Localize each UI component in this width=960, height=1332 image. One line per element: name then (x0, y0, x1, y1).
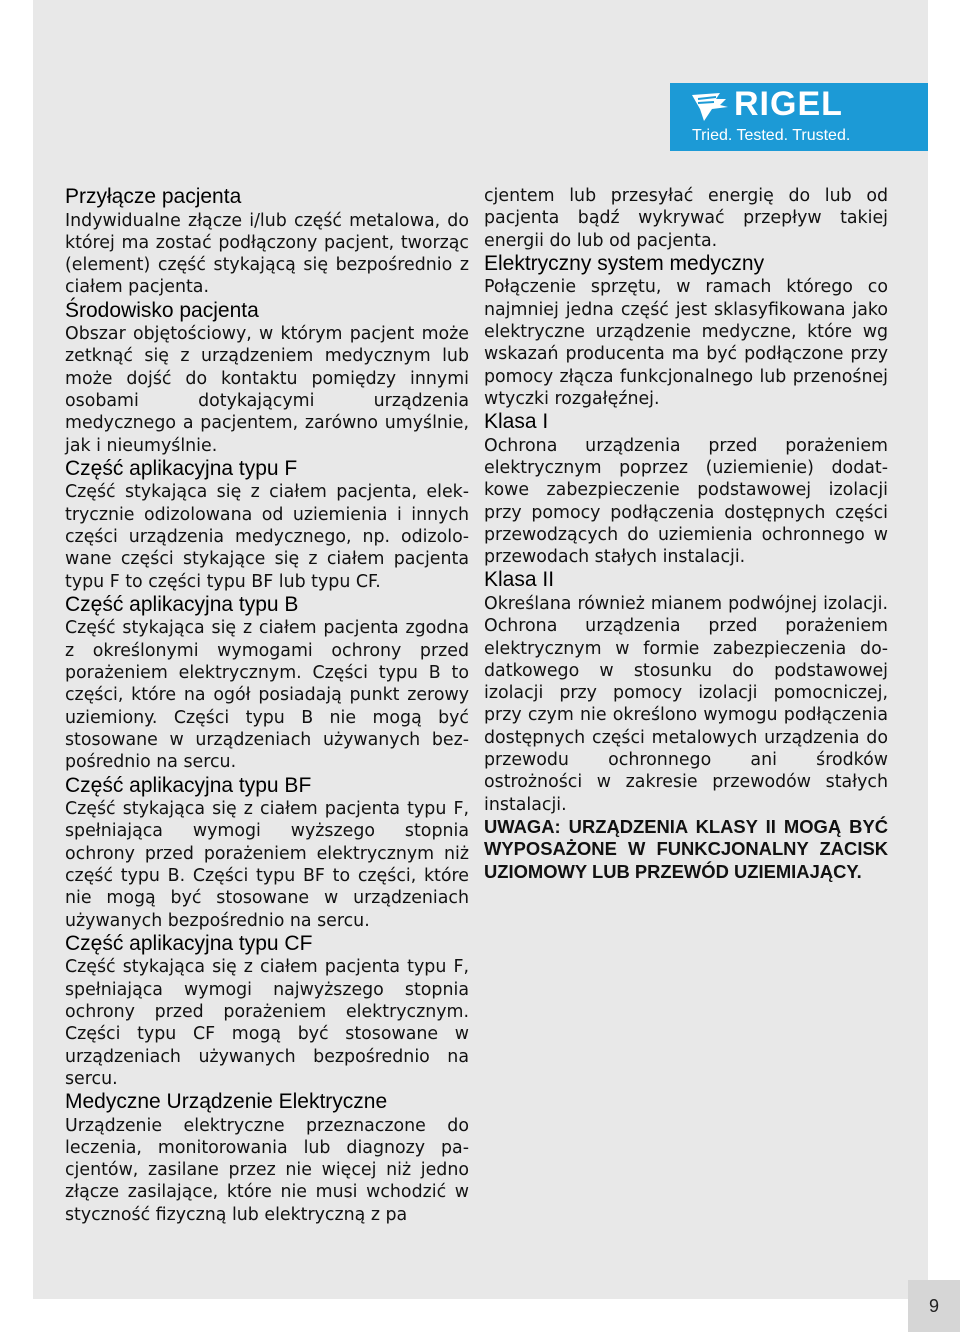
logo-wordmark: RIGEL (734, 85, 843, 123)
section-text: Określana również mianem podwójnej izolacji. Ochrona urządzenia przed porażeniem elektrycznym w formie zabezpieczenia dodatkowego w stosunku do podstawowej izolacji przy pomocy izolacji pomocniczej, przy czym nie określono wymogu podłączenia dostępnych części metalowych urządzenia do przewodu ochronnego ani środków ostrożności w zakresie przewodów stałych instalacji. (484, 593, 888, 815)
left-column (65, 185, 469, 1226)
section-heading: Część aplikacyjna typu CF (65, 931, 313, 955)
bird-flag-icon (690, 91, 730, 129)
section-heading: Przyłącze pacjenta (65, 185, 242, 208)
section-heading: Elektryczny system medyczny (484, 251, 765, 275)
warning-note: UWAGA: URZĄDZENIA KLASY II MOGĄ BYĆ WYPOSAŻONE W FUNKCJONALNY ZACISK UZIOMOWY LUB PRZEWÓD UZIEMIAJĄCY. (484, 815, 888, 882)
section-text: Połączenie sprzętu, w ramach którego co najmniej jedna część jest sklasyfikowana jako elektryczne urządzenie medyczne, które wg wskazań producenta ma być podłączone przy pomocy złącza funkcjonalnego lub przenośnej wtyczki rozgałęźnej. (484, 277, 888, 409)
right-column (484, 185, 888, 883)
section-text: Część stykająca się z ciałem pacjenta, elektrycznie odizolowana od uziemienia i innych części urządzenia medycznego, np. odizolowane części stykające się z ciałem pacjenta typu F to części typu BF lub typu CF. (65, 482, 469, 592)
page-number: 9 (908, 1280, 960, 1332)
section-heading: Medyczne Urządzenie Elektryczne (65, 1090, 388, 1114)
section-text: Indywidualne złącze i/lub część metalowa, do której ma zostać podłączony pacjent, tworząc (element) część stykającą się bezpośrednio z ciałem pacjenta. (65, 210, 469, 298)
section-heading: Część aplikacyjna typu BF (65, 773, 312, 797)
continued-text: cjentem lub przesyłać energię do lub od pacjenta bądź wykrywać przepływ takiej energii do lub od pacjenta. (484, 186, 888, 251)
section-text: Część stykająca się z ciałem pacjenta typu F, spełniająca wymogi najwyższego stopnia ochrony przed porażeniem elektrycznym. Części typu CF mogą być stosowane w urządzeniach używanych bezpośrednio na sercu. (65, 957, 469, 1089)
section-text: Obszar objętościowy, w którym pacjent może zetknąć się z urządzeniem medycznym lub może dojść do kontaktu pomiędzy innymi osobami dotykającymi urządzenia medycznego a pacjentem, zarówno umyślnie, jak i nieumyślnie. (65, 324, 469, 456)
section-heading: Klasa I (484, 410, 549, 434)
section-text: Część stykająca się z ciałem pacjenta typu F, spełniająca wymogi wyższego stopnia ochrony przed porażeniem elektrycznym niż część typu B. Części typu BF to części, które nie mogą być stosowane w urządzeniach używanych bezpośrednio na sercu. (65, 799, 469, 931)
section-heading: Część aplikacyjna typu B (65, 592, 299, 616)
rigel-logo (670, 83, 928, 151)
section-text: Urządzenie elektryczne przeznaczone do leczenia, monitorowania lub diagnozy pacjentów, zasilane przez nie więcej niż jedno złącze zasilające, które nie musi wchodzić w styczność fizyczną lub elektryczną z pa (65, 1115, 469, 1225)
section-text: Ochrona urządzenia przed porażeniem elektrycznym poprzez (uziemienie) dodatkowe zabezpieczenie podstawowej izolacji przy pomocy podłączenia dostępnych części przewodzących do uziemienia ochronnego w przewodach stałych instalacji. (484, 435, 888, 568)
section-heading: Środowisko pacjenta (65, 298, 259, 322)
section-heading: Klasa II (484, 568, 555, 592)
section-heading: Część aplikacyjna typu F (65, 456, 298, 480)
logo-tagline: Tried. Tested. Trusted. (692, 127, 851, 144)
section-text: Część stykająca się z ciałem pacjenta zgodna z określonymi wymogami ochrony przed porażeniem elektrycznym. Części typu B to części, które na ogół posiadają punkt zerowy uziemiony. Części typu B nie mogą być stosowane w urządzeniach używanych bezpośrednio na sercu. (65, 618, 469, 773)
